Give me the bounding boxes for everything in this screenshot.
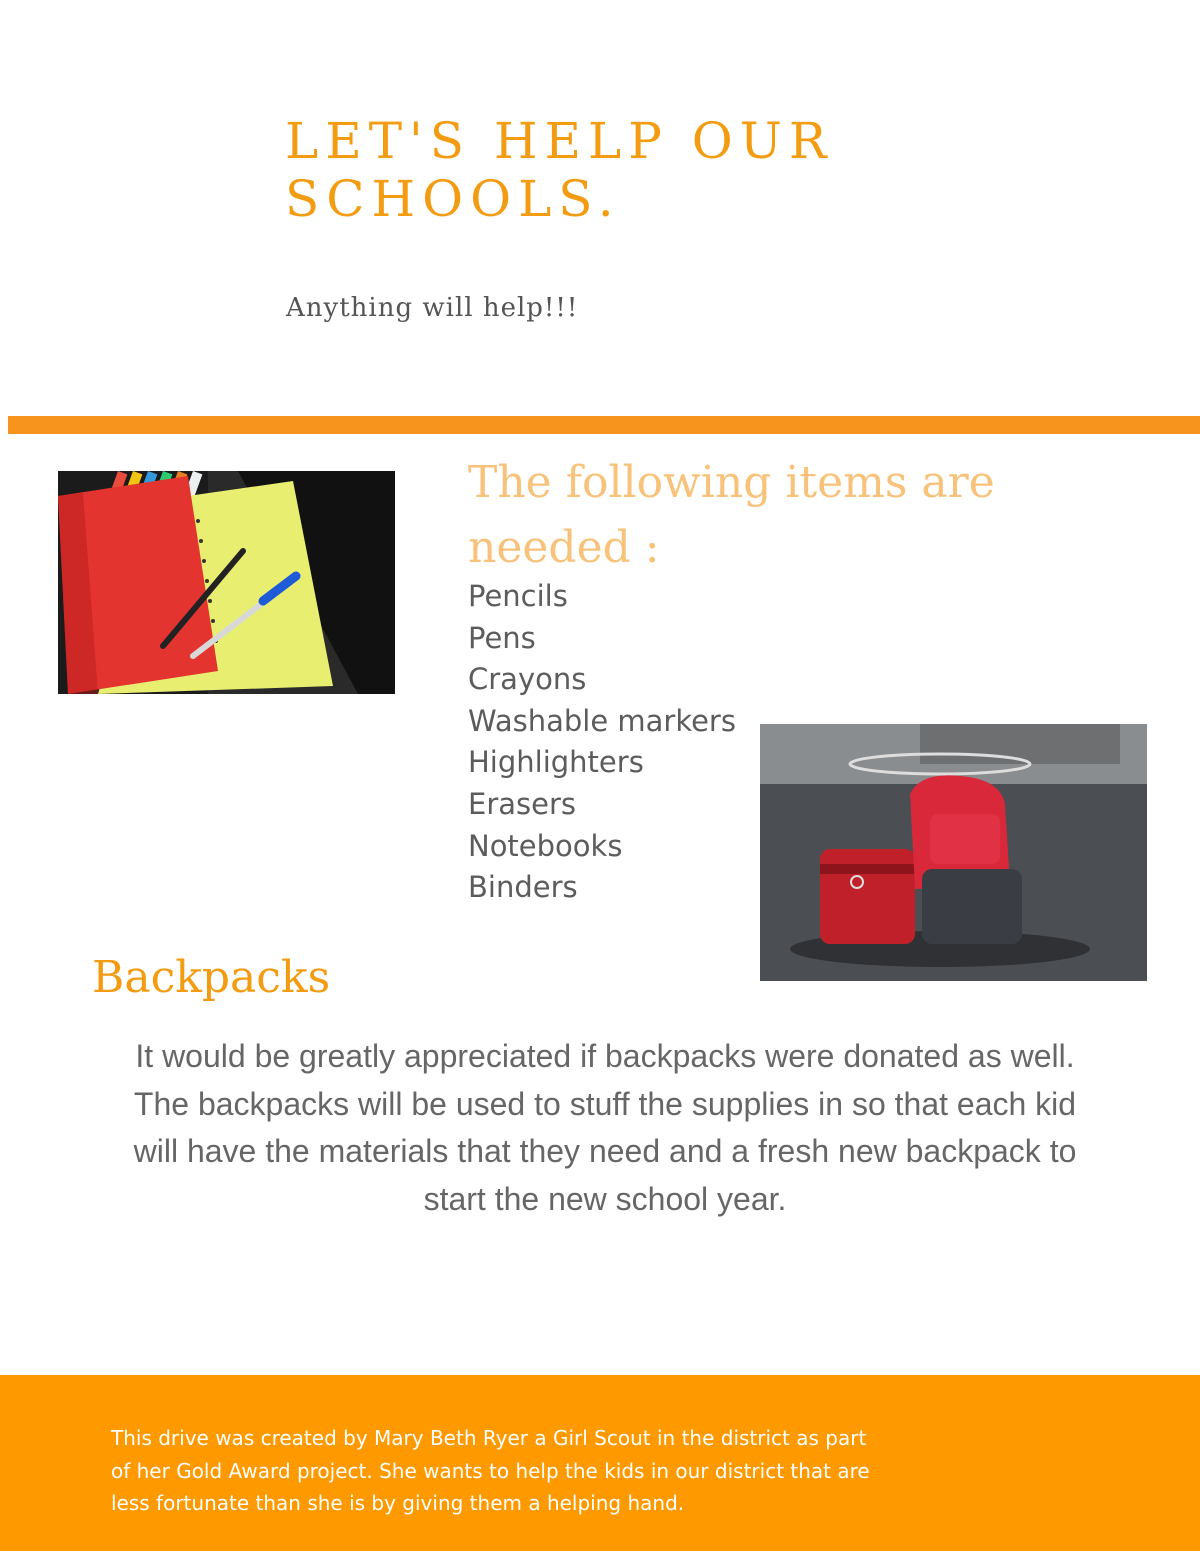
footer-text: [111, 1422, 931, 1520]
title-line-1: LET'S HELP OUR: [285, 112, 834, 170]
list-item: Binders: [468, 870, 578, 905]
list-item: Pens: [468, 620, 536, 655]
list-item: Erasers: [468, 786, 576, 821]
backpacks-photo: [760, 724, 1147, 981]
footer-line-3: less fortunate than she is by giving them a helping hand.: [111, 1491, 685, 1515]
list-item: Pencils: [468, 579, 568, 613]
list-item: Notebooks: [468, 828, 623, 863]
backpacks-heading: Backpacks: [92, 952, 331, 1003]
orange-divider: [8, 416, 1200, 434]
list-item: Washable markers: [468, 703, 736, 738]
backpacks-body: It would be greatly appreciated if backpacks were donated as well. The backpacks will be used to stuff the supplies in so that each kid will have the materials that they need and a fresh new backpack to start the new school year.: [133, 1038, 1077, 1217]
list-item: Crayons: [468, 662, 587, 697]
list-item: Highlighters: [468, 745, 644, 780]
items-heading: The following items are needed :: [468, 457, 995, 573]
footer: [0, 1375, 1200, 1551]
footer-line-2: of her Gold Award project. She wants to help the kids in our district that are: [111, 1458, 870, 1483]
needed-items-list: [468, 576, 736, 909]
page-subtitle: Anything will help!!!: [286, 293, 579, 323]
footer-line-1: This drive was created by Mary Beth Ryer a Girl Scout in the district as part: [111, 1426, 867, 1450]
page-title: [285, 112, 985, 228]
school-supplies-photo: [58, 471, 395, 694]
title-line-2: SCHOOLS.: [285, 170, 621, 228]
